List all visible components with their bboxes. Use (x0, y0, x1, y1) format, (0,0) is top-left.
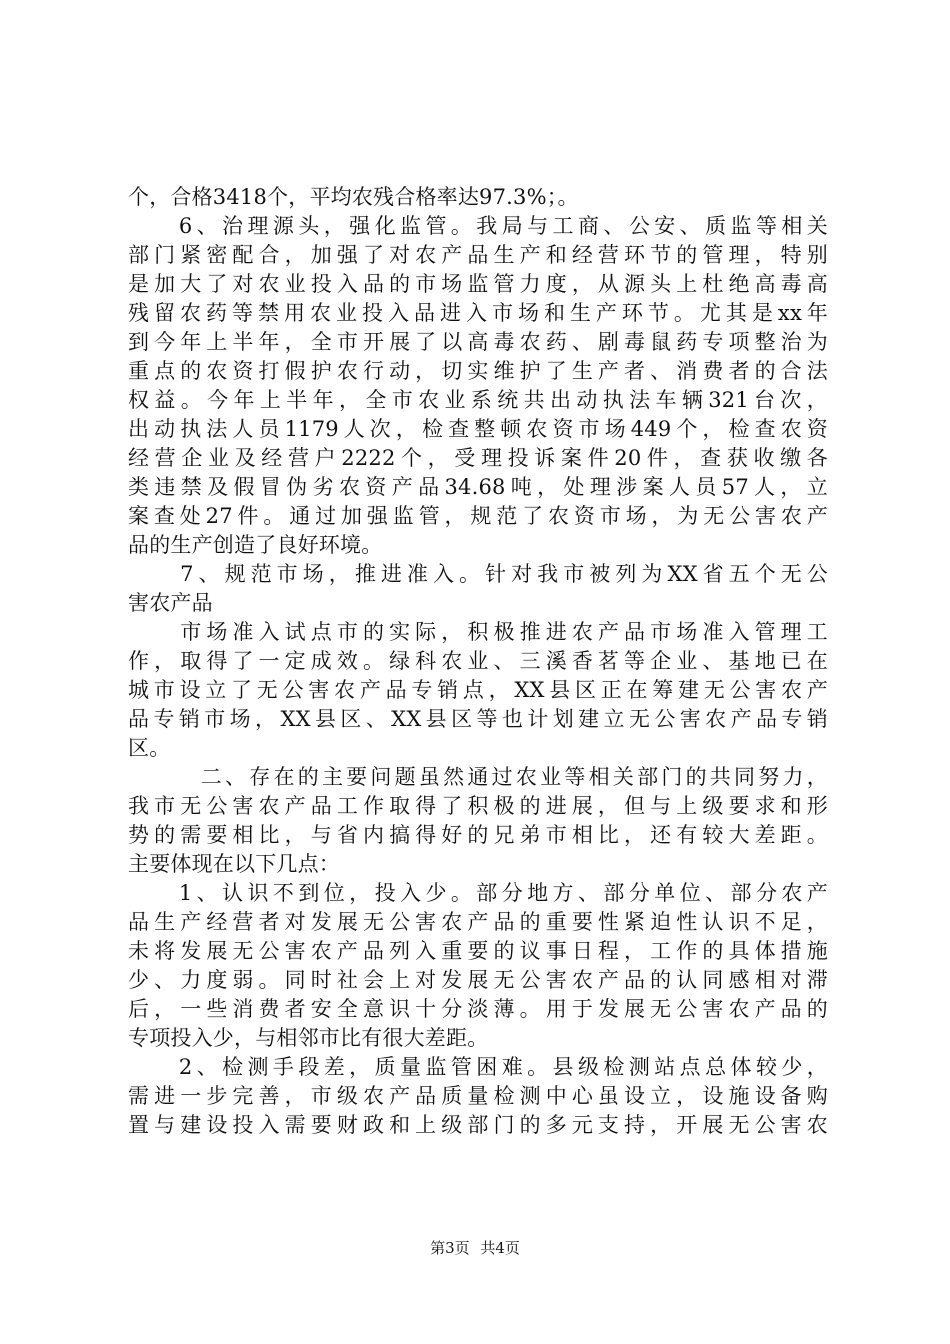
text-line: 1、认识不到位，投入少。部分地方、部分单位、部分农产 (128, 881, 828, 905)
page-total: 共4页 (480, 1239, 520, 1257)
text-line: 是加大了对农业投入品的市场监管力度，从源头上杜绝高毒高 (128, 272, 828, 296)
text-line: 品生产经营者对发展无公害农产品的重要性紧迫性认识不足， (128, 910, 828, 934)
text-line: 我市无公害农产品工作取得了积极的进展，但与上级要求和形 (128, 794, 828, 818)
text-line: 少、力度弱。同时社会上对发展无公害农产品的认同感相对滞 (128, 968, 828, 992)
text-line: 残留农药等禁用农业投入品进入市场和生产环节。尤其是xx年 (128, 301, 828, 325)
text-line: 城市设立了无公害农产品专销点，XX县区正在筹建无公害农产 (128, 678, 828, 702)
text-line: 个，合格3418个，平均农残合格率达97.3%；。 (128, 185, 579, 209)
text-line: 6、治理源头，强化监管。我局与工商、公安、质监等相关 (128, 214, 828, 238)
text-line: 需进一步完善，市级农产品质量检测中心虽设立，设施设备购 (128, 1084, 828, 1108)
text-line: 类违禁及假冒伪劣农资产品34.68吨，处理涉案人员57人，立 (128, 475, 828, 499)
text-line: 案查处27件。通过加强监管，规范了农资市场，为无公害农产 (128, 504, 828, 528)
text-line: 到今年上半年，全市开展了以高毒农药、剧毒鼠药专项整治为 (128, 330, 828, 354)
text-line: 未将发展无公害农产品列入重要的议事日程，工作的具体措施 (128, 939, 828, 963)
text-line: 品专销市场，XX县区、XX县区等也计划建立无公害农产品专销 (128, 707, 828, 731)
text-line: 置与建设投入需要财政和上级部门的多元支持，开展无公害农 (128, 1113, 828, 1137)
text-line: 势的需要相比，与省内搞得好的兄弟市相比，还有较大差距。 (128, 823, 828, 847)
text-line: 害农产品 (128, 591, 213, 615)
text-line: 权益。今年上半年，全市农业系统共出动执法车辆321台次， (128, 388, 828, 412)
text-line: 市场准入试点市的实际，积极推进农产品市场准入管理工 (128, 620, 828, 644)
text-line: 作，取得了一定成效。绿科农业、三溪香茗等企业、基地已在 (128, 649, 828, 673)
text-line: 区。 (128, 736, 171, 760)
text-line: 主要体现在以下几点： (128, 852, 340, 876)
text-line: 经营企业及经营户2222个，受理投诉案件20件，查获收缴各 (128, 446, 828, 470)
text-line: 品的生产创造了良好环境。 (128, 533, 383, 557)
page-number: 第3页 (430, 1239, 470, 1257)
text-line: 后，一些消费者安全意识十分淡薄。用于发展无公害农产品的 (128, 997, 828, 1021)
text-line: 重点的农资打假护农行动，切实维护了生产者、消费者的合法 (128, 359, 828, 383)
text-line: 二、存在的主要问题虽然通过农业等相关部门的共同努力， (128, 765, 828, 789)
text-line: 部门紧密配合，加强了对农产品生产和经营环节的管理，特别 (128, 243, 828, 267)
text-line: 2、检测手段差，质量监管困难。县级检测站点总体较少， (128, 1055, 828, 1079)
text-line: 7、规范市场，推进准入。针对我市被列为XX省五个无公 (128, 562, 828, 586)
text-line: 出动执法人员1179人次，检查整顿农资市场449个，检查农资 (128, 417, 828, 441)
page-footer (0, 1238, 950, 1258)
text-line: 专项投入少，与相邻市比有很大差距。 (128, 1026, 489, 1050)
